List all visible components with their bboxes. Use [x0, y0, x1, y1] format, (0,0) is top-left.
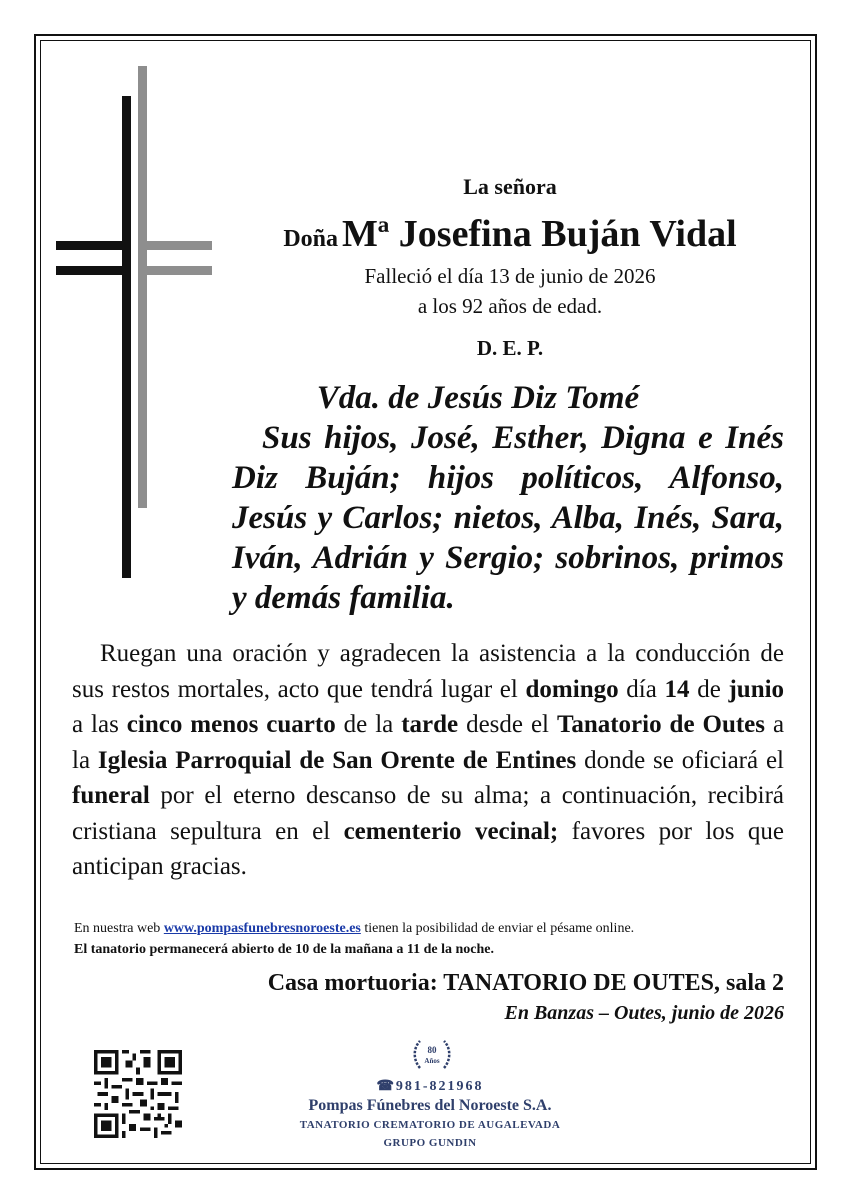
phone-number: 981-821968 — [395, 1079, 484, 1094]
website-link[interactable]: www.pompasfunebresnoroeste.es — [163, 921, 361, 936]
text-segment: de la — [343, 711, 394, 738]
qr-code[interactable] — [94, 1050, 182, 1138]
company-name: Pompas Fúnebres del Noroeste S.A. — [308, 1097, 552, 1114]
bold-month: junio — [728, 675, 785, 703]
family-block — [232, 378, 784, 618]
text-segment: día — [626, 675, 657, 703]
bold-date: 14 — [664, 675, 690, 703]
web-note — [74, 920, 634, 938]
anniversary-logo-icon — [410, 1038, 454, 1072]
widow-of: Vda. de Jesús Diz Tomé — [316, 380, 640, 416]
logo-word: Años — [424, 1057, 440, 1065]
bold-time: cinco menos cuarto — [126, 711, 336, 738]
text-segment: a las — [72, 711, 119, 738]
place-date: En Banzas – Outes, junio de 2026 — [504, 1002, 784, 1024]
deceased-name — [230, 212, 790, 256]
tanatorio-crematorio: TANATORIO CREMATORIO DE AUGALEVADA — [299, 1119, 561, 1131]
bold-iglesia: Iglesia Parroquial de San Orente de Entines — [97, 746, 577, 774]
bold-cementerio: cementerio vecinal; — [343, 817, 559, 845]
bold-tanatorio: Tanatorio de Outes — [556, 711, 765, 738]
cross-icon — [56, 66, 216, 586]
text-segment: desde el — [466, 711, 549, 738]
hours-note: El tanatorio permanecerá abierto de 10 de la mañana a 11 de la noche. — [74, 942, 494, 957]
casa-mortuoria: Casa mortuoria: TANATORIO DE OUTES, sala 2 — [267, 970, 784, 996]
death-date: Falleció el día 13 de junio de 2026 — [364, 264, 656, 288]
ceremony-text — [72, 636, 784, 885]
full-name: Mª Josefina Buján Vidal — [342, 213, 737, 255]
text-segment: Ruegan una oración y agradecen la asistencia a la conducción de sus restos mortales, acto que tendrá lugar el — [72, 640, 784, 703]
logo-number: 80 — [427, 1045, 437, 1055]
family-list: Sus hijos, José, Esther, Digna e Inés Diz Buján; hijos políticos, Alfonso, Jesús y Carlos; nietos, Alba, Inés, Sara, Iván, Adrián y Sergio; sobrinos, primos y demás familia. — [232, 420, 784, 616]
text-segment: a la — [72, 711, 785, 774]
death-info — [230, 261, 790, 321]
text-segment: por el eterno descanso de su alma; a continuación, recibirá cristiana sepultura en el — [72, 782, 784, 845]
bold-day: domingo — [525, 675, 619, 703]
text-segment: favores por los que anticipan gracias. — [72, 817, 785, 880]
bold-tarde: tarde — [401, 711, 459, 738]
honorific: Doña — [283, 226, 339, 252]
death-age: a los 92 años de edad. — [417, 294, 603, 318]
title-la-senora: La señora — [463, 174, 557, 199]
text-segment: donde se oficiará el — [584, 746, 785, 774]
text-segment: de — [697, 675, 721, 703]
web-note-pre: En nuestra web — [74, 921, 161, 936]
grupo-gundin: GRUPO GUNDIN — [383, 1137, 477, 1149]
dep-line: D. E. P. — [476, 336, 544, 360]
phone-icon: ☎ — [376, 1079, 396, 1094]
footer-phone[interactable] — [230, 1078, 630, 1095]
bold-funeral: funeral — [72, 782, 150, 809]
web-note-post: tienen la posibilidad de enviar el pésame online. — [364, 921, 635, 936]
